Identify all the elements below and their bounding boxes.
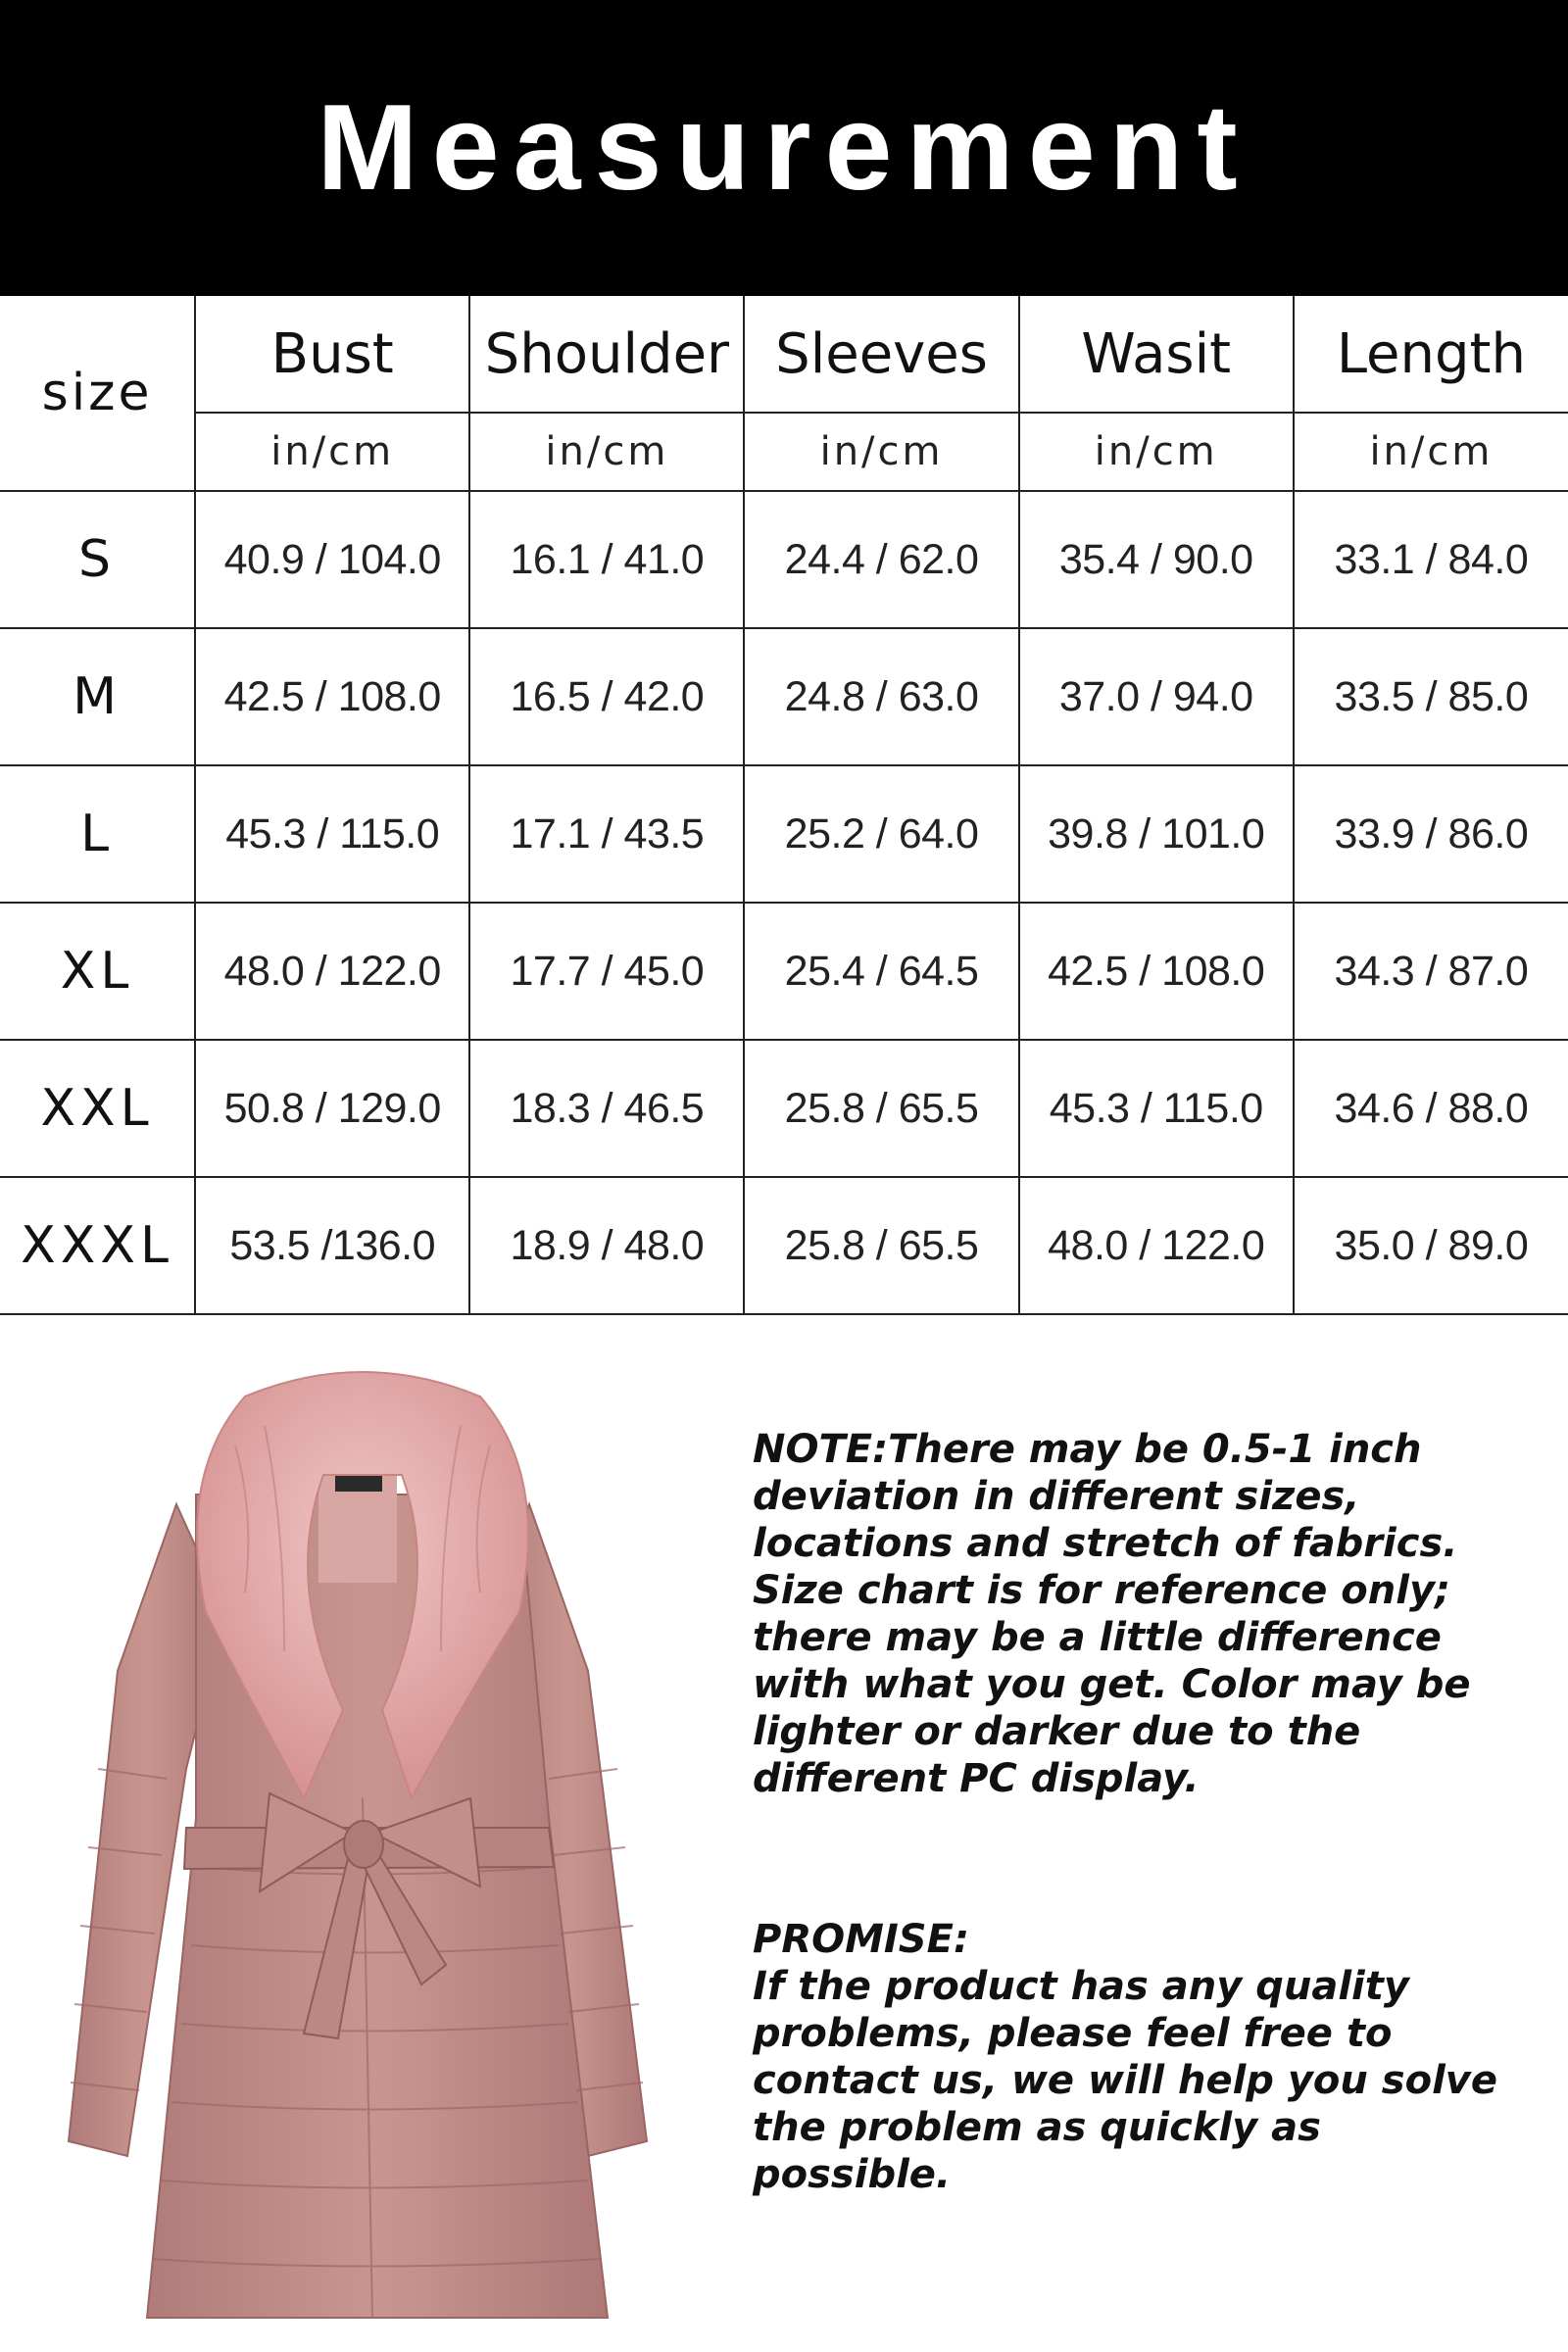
measurement-cell: 42.5 / 108.0 [195, 628, 469, 765]
header-banner [0, 0, 1568, 296]
size-cell: S [0, 491, 195, 628]
measurement-cell: 25.2 / 64.0 [744, 765, 1018, 903]
column-header-sleeves: Sleeves [744, 296, 1018, 413]
measurement-cell: 45.3 / 115.0 [195, 765, 469, 903]
size-cell: XXXL [0, 1177, 195, 1314]
measurement-cell: 53.5 /136.0 [195, 1177, 469, 1314]
page-title: Measurement [317, 80, 1251, 216]
measurement-cell: 35.4 / 90.0 [1019, 491, 1294, 628]
unit-label: in/cm [469, 413, 744, 491]
table-header-row [0, 296, 1568, 413]
column-header-waist: Wasit [1019, 296, 1294, 413]
measurement-cell: 33.5 / 85.0 [1294, 628, 1568, 765]
measurement-cell: 33.1 / 84.0 [1294, 491, 1568, 628]
measurement-cell: 17.1 / 43.5 [469, 765, 744, 903]
measurement-cell: 18.9 / 48.0 [469, 1177, 744, 1314]
size-column-header: size [0, 296, 195, 491]
measurement-cell: 50.8 / 129.0 [195, 1040, 469, 1177]
table-row [0, 491, 1568, 628]
table-row [0, 1040, 1568, 1177]
measurement-cell: 24.8 / 63.0 [744, 628, 1018, 765]
measurement-cell: 18.3 / 46.5 [469, 1040, 744, 1177]
table-unit-row [0, 413, 1568, 491]
size-cell: L [0, 765, 195, 903]
column-header-bust: Bust [195, 296, 469, 413]
measurement-cell: 34.3 / 87.0 [1294, 903, 1568, 1040]
size-cell: XXL [0, 1040, 195, 1177]
measurement-cell: 37.0 / 94.0 [1019, 628, 1294, 765]
notes-section [753, 1426, 1527, 2198]
measurement-cell: 17.7 / 45.0 [469, 903, 744, 1040]
unit-label: in/cm [1019, 413, 1294, 491]
unit-label: in/cm [195, 413, 469, 491]
measurement-cell: 16.5 / 42.0 [469, 628, 744, 765]
measurement-cell: 25.4 / 64.5 [744, 903, 1018, 1040]
unit-label: in/cm [744, 413, 1018, 491]
column-header-shoulder: Shoulder [469, 296, 744, 413]
measurement-cell: 48.0 / 122.0 [1019, 1177, 1294, 1314]
measurement-cell: 16.1 / 41.0 [469, 491, 744, 628]
measurement-cell: 24.4 / 62.0 [744, 491, 1018, 628]
column-header-length: Length [1294, 296, 1568, 413]
measurement-cell: 35.0 / 89.0 [1294, 1177, 1568, 1314]
size-cell: M [0, 628, 195, 765]
note-text: NOTE:There may be 0.5-1 inch deviation in different sizes, locations and stretch of fabrics. Size chart is for reference only; there may be a little difference with what you get. Color may be lighter or darker due to the different PC display. [753, 1427, 1471, 1801]
measurement-cell: 42.5 / 108.0 [1019, 903, 1294, 1040]
table-row [0, 903, 1568, 1040]
promise-text: PROMISE: If the product has any quality problems, please feel free to contact us, we will help you solve the problem as quickly as possible. [753, 1917, 1497, 2197]
size-cell: XL [0, 903, 195, 1040]
measurement-cell: 45.3 / 115.0 [1019, 1040, 1294, 1177]
unit-label: in/cm [1294, 413, 1568, 491]
product-coat-image [59, 1357, 666, 2337]
measurement-cell: 48.0 / 122.0 [195, 903, 469, 1040]
measurement-cell: 34.6 / 88.0 [1294, 1040, 1568, 1177]
measurement-cell: 33.9 / 86.0 [1294, 765, 1568, 903]
measurement-cell: 39.8 / 101.0 [1019, 765, 1294, 903]
measurement-cell: 25.8 / 65.5 [744, 1177, 1018, 1314]
table-row [0, 765, 1568, 903]
measurement-cell: 25.8 / 65.5 [744, 1040, 1018, 1177]
measurement-cell: 40.9 / 104.0 [195, 491, 469, 628]
table-row [0, 628, 1568, 765]
size-chart-table [0, 296, 1568, 1315]
table-row [0, 1177, 1568, 1314]
